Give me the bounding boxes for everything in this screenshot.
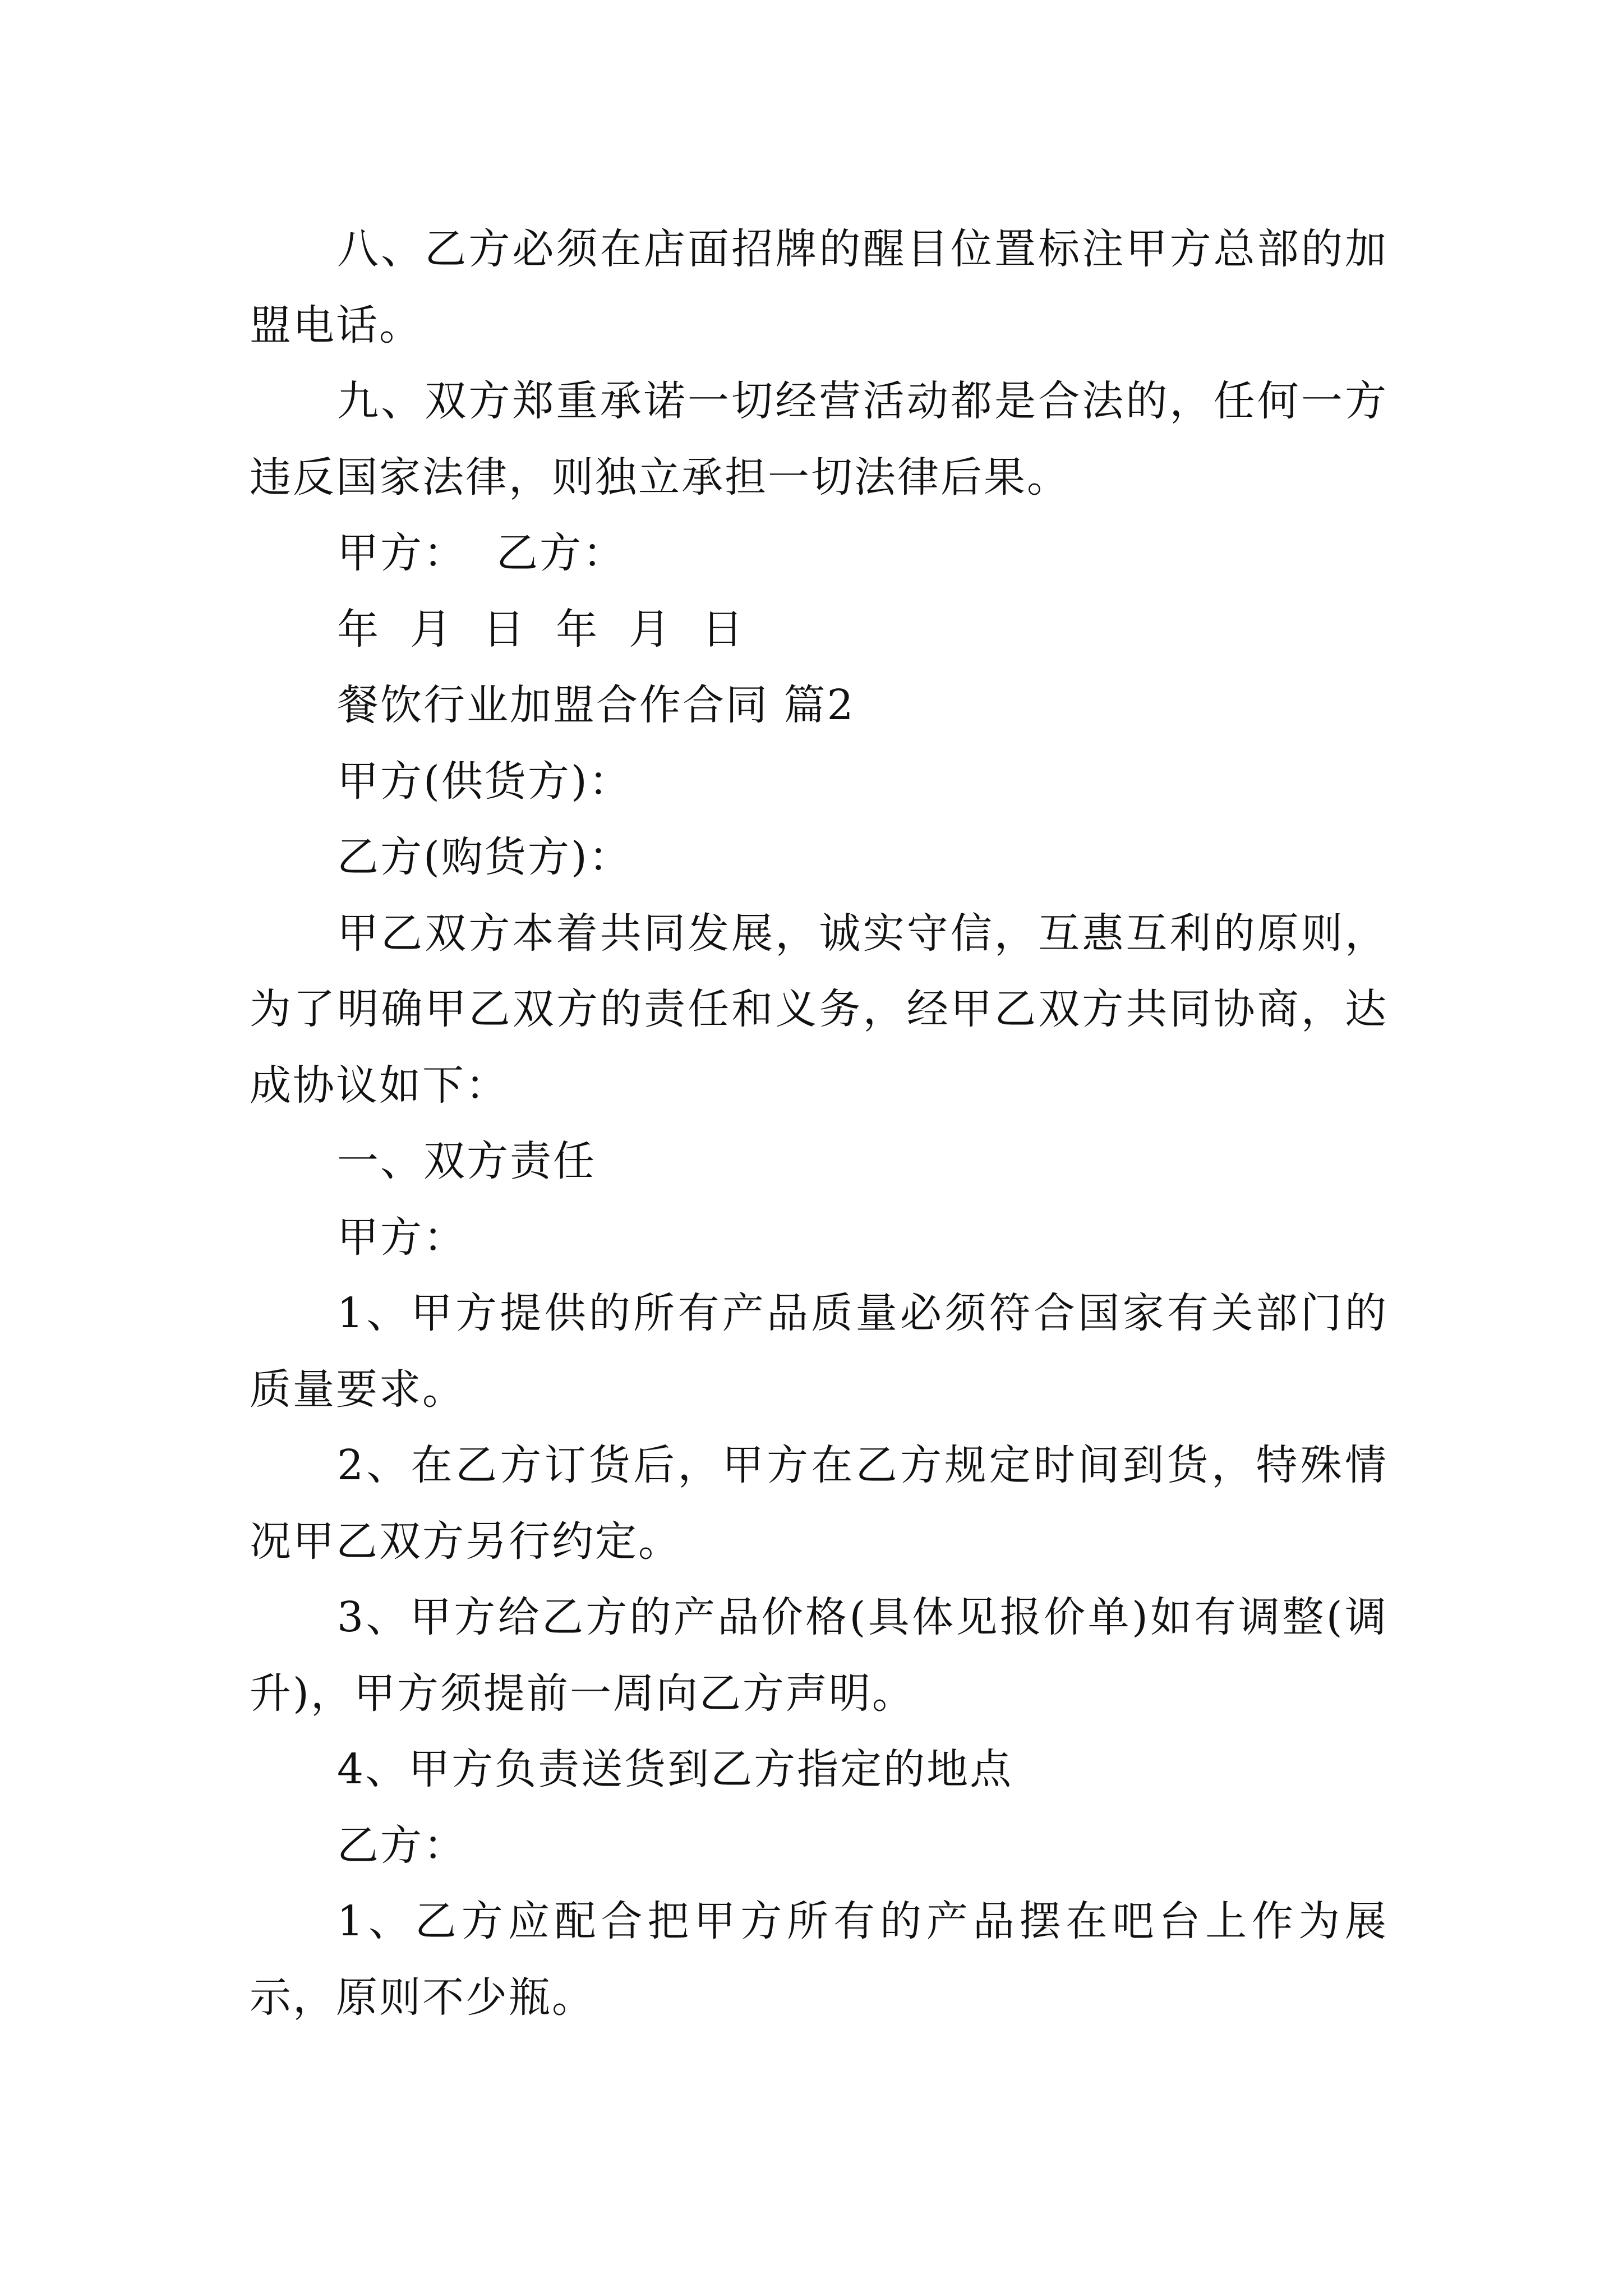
- party-a-supplier: 甲方(供货方)：: [337, 757, 632, 806]
- party-a-item-3: 3、甲方给乙方的产品价格(具体见报价单)如有调整(调升)，甲方须提前一周向乙方声明。: [250, 1593, 1388, 1718]
- party-a-item-4: 4、甲方负责送货到乙方指定的地点: [337, 1745, 1013, 1793]
- document-body: [250, 211, 1388, 2036]
- party-b-heading: 乙方：: [337, 1821, 467, 1870]
- preamble: 甲乙双方本着共同发展，诚实守信，互惠互利的原则，为了明确甲乙双方的责任和义务，经甲乙双方共同协商，达成协议如下：: [250, 909, 1388, 1110]
- signature-dates: 年 月 日 年 月 日: [337, 605, 745, 654]
- party-b-buyer: 乙方(购货方)：: [337, 833, 632, 881]
- clause-8: 八、乙方必须在店面招牌的醒目位置标注甲方总部的加盟电话。: [250, 225, 1388, 349]
- contract-title: 餐饮行业加盟合作合同 篇2: [337, 681, 855, 729]
- party-a-item-1: 1、甲方提供的所有产品质量必须符合国家有关部门的质量要求。: [250, 1289, 1388, 1414]
- party-a-heading: 甲方：: [337, 1213, 467, 1262]
- party-a-item-2: 2、在乙方订货后，甲方在乙方规定时间到货，特殊情况甲乙双方另行约定。: [250, 1441, 1388, 1566]
- signature-parties: 甲方： 乙方：: [337, 529, 626, 577]
- party-b-item-1: 1、乙方应配合把甲方所有的产品摆在吧台上作为展示，原则不少瓶。: [250, 1897, 1388, 2022]
- clause-9: 九、双方郑重承诺一切经营活动都是合法的，任何一方违反国家法律，则独立承担一切法律后果。: [250, 377, 1388, 501]
- section-heading-responsibilities: 一、双方责任: [337, 1137, 596, 1185]
